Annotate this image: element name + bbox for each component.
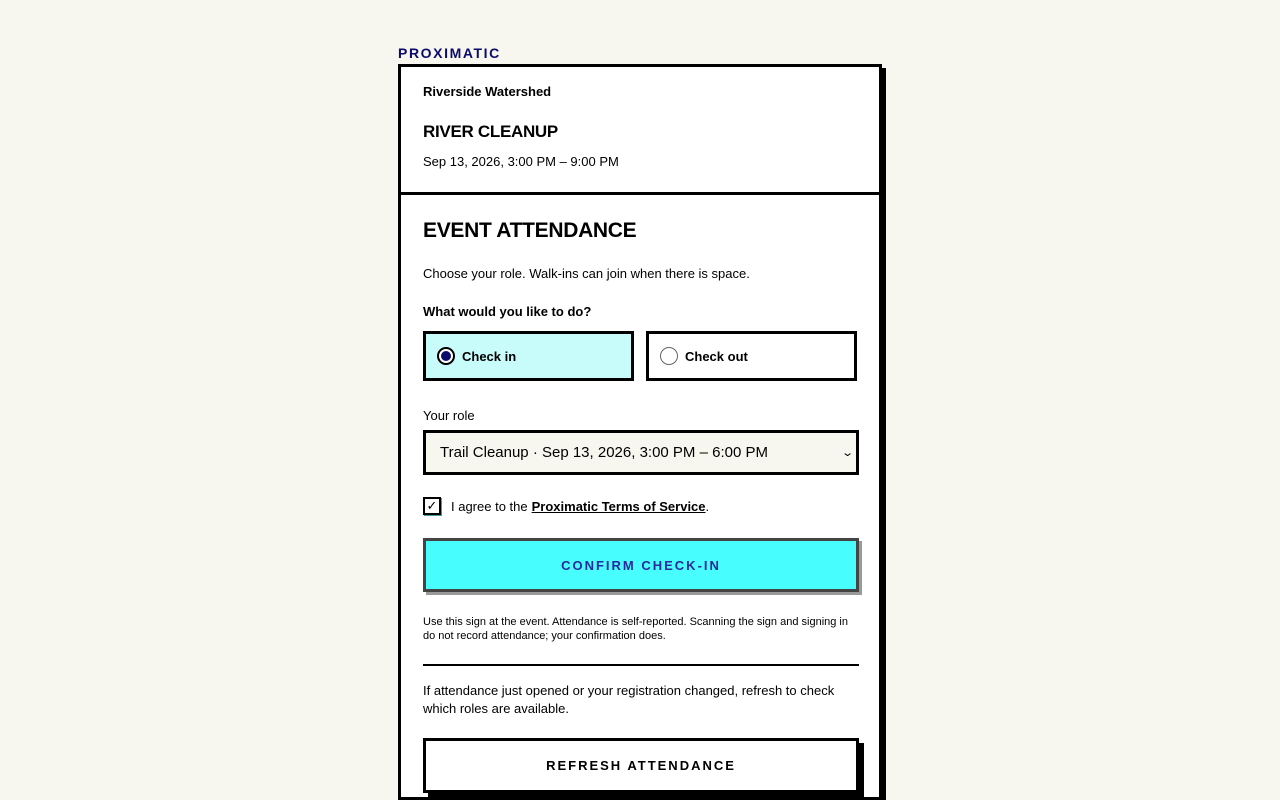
- agree-text: I agree to the: [451, 498, 528, 514]
- terms-link[interactable]: Proximatic Terms of Service: [531, 498, 706, 514]
- action-question: What would you like to do?: [423, 304, 592, 319]
- divider: [423, 664, 859, 666]
- brand-logo: PROXIMATIC: [398, 45, 501, 61]
- check-in-label: Check in: [462, 348, 517, 364]
- event-header: [401, 67, 879, 195]
- intro-text: Choose your role. Walk-ins can join when there is space.: [423, 266, 750, 281]
- event-title: RIVER CLEANUP: [423, 122, 558, 141]
- section-title: EVENT ATTENDANCE: [423, 219, 637, 242]
- event-organization: Riverside Watershed: [423, 84, 552, 99]
- self-report-note: Use this sign at the event. Attendance is self-reported. Scanning the sign and signing in do not record attendance; your confirmation does.: [423, 616, 848, 642]
- role-select[interactable]: [423, 430, 859, 475]
- event-time: Sep 13, 2026, 3:00 PM – 9:00 PM: [423, 154, 619, 169]
- terms-agreement: [423, 497, 857, 515]
- check-out-label: Check out: [685, 348, 748, 364]
- attendance-form: [401, 195, 879, 793]
- checkmark-icon: ✓: [426, 498, 438, 513]
- action-choices: [423, 331, 857, 381]
- refresh-hint: If attendance just opened or your registration changed, refresh to check which roles are available.: [423, 683, 835, 716]
- radio-empty-icon: [660, 347, 678, 365]
- radio-selected-icon: [437, 347, 455, 365]
- refresh-attendance-button[interactable]: REFRESH ATTENDANCE: [423, 738, 859, 793]
- attendance-card: [398, 64, 882, 800]
- check-out-option[interactable]: [646, 331, 857, 381]
- agree-period: .: [705, 498, 710, 514]
- terms-checkbox[interactable]: [423, 497, 441, 515]
- confirm-check-in-button[interactable]: CONFIRM CHECK-IN: [423, 538, 859, 592]
- chevron-down-icon: ⌄: [840, 447, 854, 459]
- check-in-option[interactable]: [423, 331, 634, 381]
- role-label: Your role: [423, 408, 475, 423]
- role-select-value: Trail Cleanup · Sep 13, 2026, 3:00 PM – 6:00 PM: [440, 444, 768, 461]
